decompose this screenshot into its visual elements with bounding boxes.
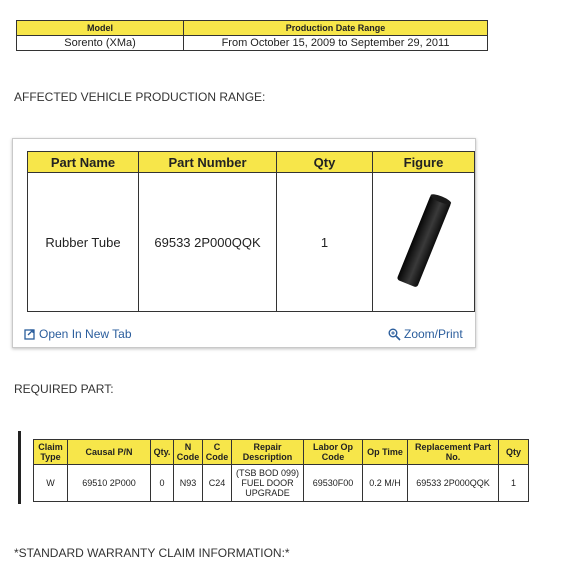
header-part-number: Part Number <box>139 152 277 173</box>
claim-type-cell: W <box>34 465 68 502</box>
zoom-print-label: Zoom/Print <box>404 327 463 341</box>
header-part-name: Part Name <box>28 152 139 173</box>
header-claim-type: Claim Type <box>34 440 68 465</box>
header-repair-description: Repair Description <box>232 440 304 465</box>
affected-range-label: AFFECTED VEHICLE PRODUCTION RANGE: <box>14 90 266 104</box>
part-name-cell: Rubber Tube <box>28 173 139 312</box>
parts-table-header-row <box>28 152 475 173</box>
header-n-code: N Code <box>174 440 203 465</box>
qty-cell-2: 1 <box>499 465 529 502</box>
header-qty-2: Qty <box>499 440 529 465</box>
open-in-new-tab-label: Open In New Tab <box>39 327 132 341</box>
model-table-row <box>17 36 488 51</box>
open-in-new-tab-link[interactable] <box>24 327 132 341</box>
part-qty-cell: 1 <box>277 173 373 312</box>
header-causal-pn: Causal P/N <box>68 440 151 465</box>
header-qty: Qty <box>277 152 373 173</box>
warranty-table-row <box>34 465 529 502</box>
warranty-table-header-row <box>34 440 529 465</box>
zoom-icon <box>388 328 401 341</box>
open-new-tab-icon <box>24 328 36 340</box>
header-c-code: C Code <box>203 440 232 465</box>
header-qty-1: Qty. <box>151 440 174 465</box>
header-production-date-range: Production Date Range <box>184 21 488 36</box>
c-code-cell: C24 <box>203 465 232 502</box>
parts-table <box>27 151 475 312</box>
op-time-cell: 0.2 M/H <box>363 465 408 502</box>
parts-card <box>12 138 476 348</box>
model-table-header-row <box>17 21 488 36</box>
warranty-claim-label: *STANDARD WARRANTY CLAIM INFORMATION:* <box>14 546 290 560</box>
qty-cell-1: 0 <box>151 465 174 502</box>
model-table <box>16 20 488 51</box>
replacement-part-no-cell: 69533 2P000QQK <box>408 465 499 502</box>
warranty-claim-table <box>33 439 529 502</box>
parts-table-row <box>28 173 475 312</box>
zoom-print-link[interactable] <box>388 327 463 341</box>
production-range-cell: From October 15, 2009 to September 29, 2011 <box>184 36 488 51</box>
required-part-label: REQUIRED PART: <box>14 382 114 396</box>
n-code-cell: N93 <box>174 465 203 502</box>
header-replacement-part-no: Replacement Part No. <box>408 440 499 465</box>
model-cell: Sorento (XMa) <box>17 36 184 51</box>
rubber-tube-image <box>389 191 459 291</box>
figure-cell <box>373 173 475 312</box>
header-labor-op-code: Labor Op Code <box>304 440 363 465</box>
header-op-time: Op Time <box>363 440 408 465</box>
causal-pn-cell: 69510 2P000 <box>68 465 151 502</box>
header-model: Model <box>17 21 184 36</box>
repair-description-cell: (TSB BOD 099) FUEL DOOR UPGRADE <box>232 465 304 502</box>
part-number-cell: 69533 2P000QQK <box>139 173 277 312</box>
warranty-side-bar <box>18 431 21 504</box>
labor-op-code-cell: 69530F00 <box>304 465 363 502</box>
header-figure: Figure <box>373 152 475 173</box>
